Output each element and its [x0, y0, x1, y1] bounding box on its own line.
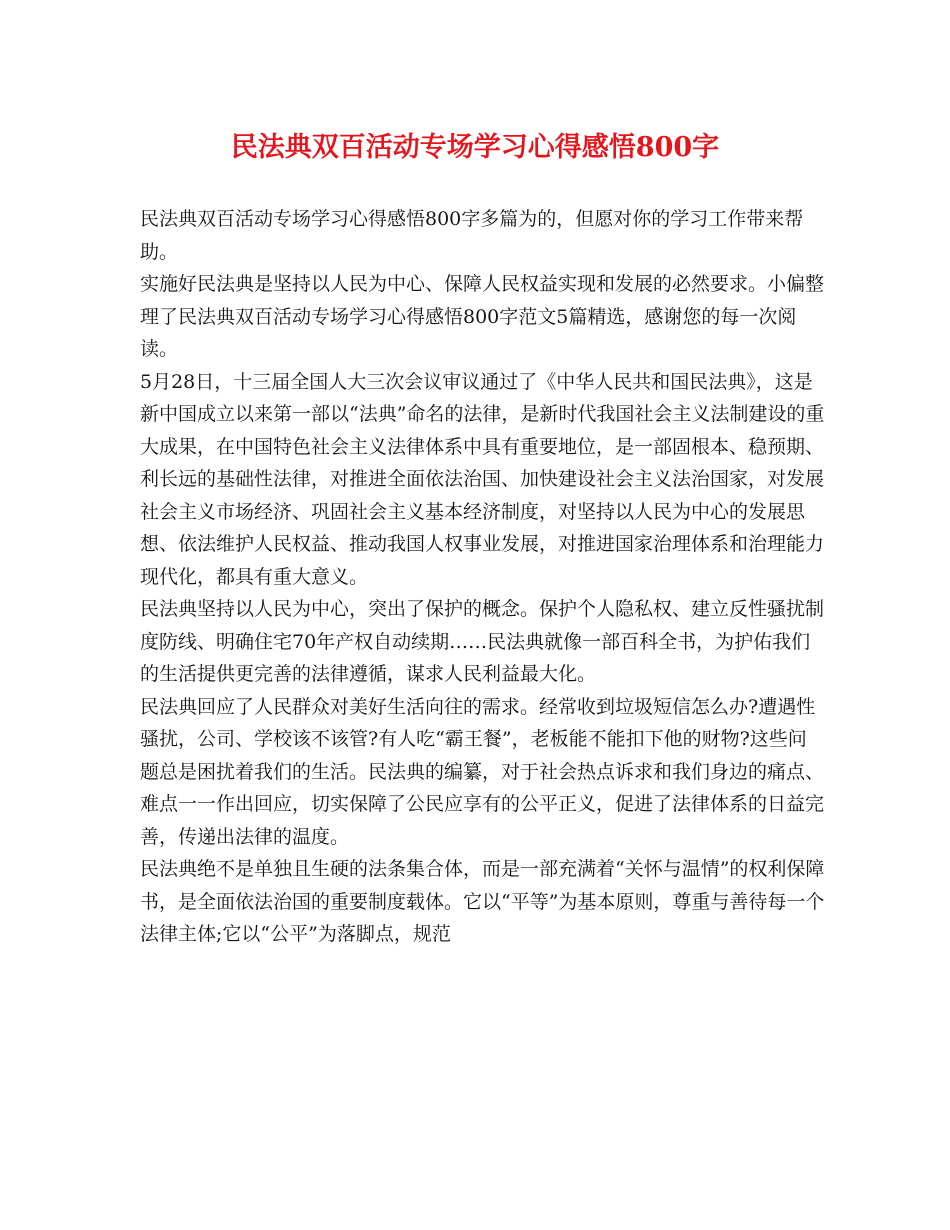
paragraph-4: 民法典坚持以人民为中心，突出了保护的概念。保护个人隐私权、建立反性骚扰制度防线、明确住宅70年产权自动续期……民法典就像一部百科全书，为护佑我们的生活提供更完善的法律遵循，谋求人民利益最大化。 — [140, 598, 825, 685]
document-title: 民法典双百活动专场学习心得感悟800字 — [230, 132, 720, 163]
paragraph-6: 民法典绝不是单独且生硬的法条集合体，而是一部充满着“关怀与温情”的权利保障书，是全面依法治国的重要制度载体。它以“平等”为基本原则，尊重与善待每一个法律主体;它以“公平”为落脚点，规范 — [140, 858, 825, 945]
paragraph-1: 民法典双百活动专场学习心得感悟800字多篇为的，但愿对你的学习工作带来帮助。 — [140, 208, 804, 263]
paragraph-3: 5月28日，十三届全国人大三次会议审议通过了《中华人民共和国民法典》，这是新中国成立以来第一部以“法典”命名的法律，是新时代我国社会主义法制建设的重大成果，在中国特色社会主义法律体系中具有重要地位，是一部固根本、稳预期、利长远的基础性法律，对推进全面依法治国、加快建设社会主义法治国家，对发展社会主义市场经济、巩固社会主义基本经济制度，对坚持以人民为中心的发展思想、依法维护人民权益、推动我国人权事业发展，对推进国家治理体系和治理能力现代化，都具有重大意义。 — [140, 370, 825, 588]
paragraph-5: 民法典回应了人民群众对美好生活向往的需求。经常收到垃圾短信怎么办?遭遇性骚扰，公司、学校该不该管?有人吃“霸王餐”，老板能不能扣下他的财物?这些问题总是困扰着我们的生活。民法典的编纂，对于社会热点诉求和我们身边的痛点、难点一一作出回应，切实保障了公民应享有的公平正义，促进了法律体系的日益完善，传递出法律的温度。 — [140, 695, 825, 848]
document-body — [140, 203, 825, 951]
paragraph-2: 实施好民法典是坚持以人民为中心、保障人民权益实现和发展的必然要求。小偏整理了民法典双百活动专场学习心得感悟800字范文5篇精选，感谢您的每一次阅读。 — [140, 273, 825, 360]
